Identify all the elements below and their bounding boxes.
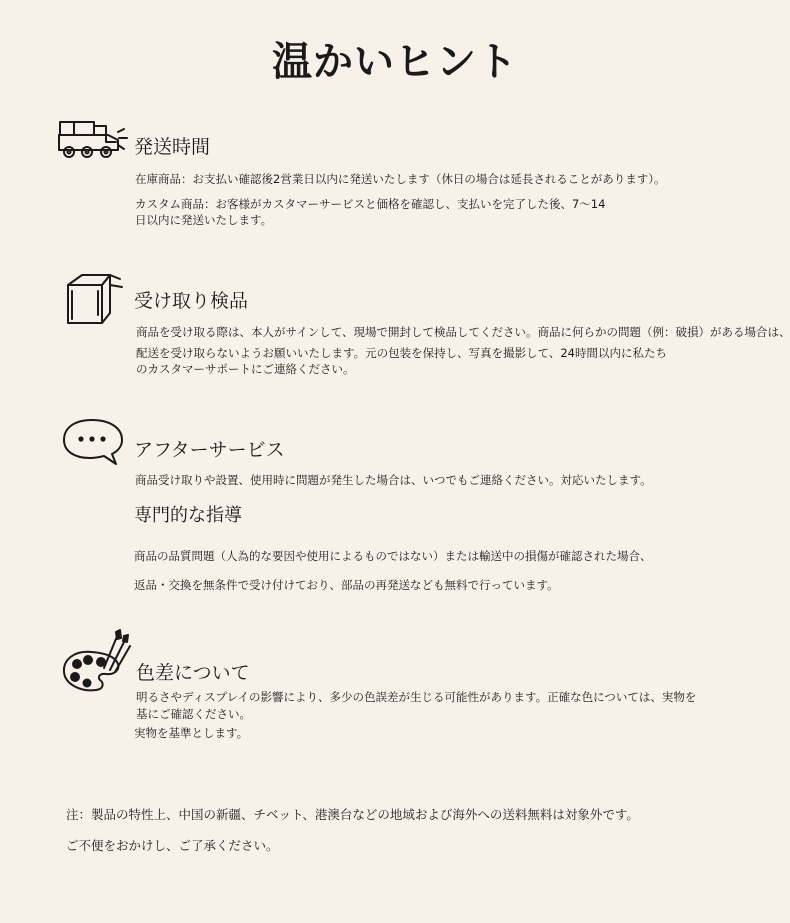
shipping-custom-text: カスタム商品：お客様がカスタマーサービスと価格を確認し、支払いを完了した後、7〜14 xyxy=(135,197,606,211)
shipping-stock-text: 在庫商品：お支払い確認後2営業日以内に発送いたします（休日の場合は延長されることがあります）。 xyxy=(135,172,666,186)
inspection-text-2: 配送を受け取らないようお願いいたします。元の包装を保持し、写真を撮影して、24時間以内に私たち xyxy=(136,346,667,360)
shipping-heading: 発送時間 xyxy=(134,136,211,158)
apology-note: ご不便をおかけし、ご了承ください。 xyxy=(66,838,279,853)
inspection-heading: 受け取り検品 xyxy=(134,290,249,312)
professional-guidance-heading: 専門的な指導 xyxy=(134,505,242,526)
quality-issue-text: 商品の品質問題（人為的な要因や使用によるものではない）または輸送中の損傷が確認された場合、 xyxy=(134,549,652,563)
page-title: 温かいヒント xyxy=(272,39,518,85)
inspection-text-3: のカスタマーサポートにご連絡ください。 xyxy=(136,362,355,376)
color-diff-text: 明るさやディスプレイの影響により、多少の色誤差が生じる可能性があります。正確な色については、実物を xyxy=(136,690,697,704)
truck-icon xyxy=(56,118,130,164)
return-exchange-text: 返品・交換を無条件で受け付けており、部品の再発送なども無料で行っています。 xyxy=(134,578,559,592)
shipping-exclusion-note: 注：製品の特性上、中国の新疆、チベット、港澳台などの地域および海外への送料無料は対象外です。 xyxy=(66,807,639,822)
color-diff-text-2: 基にご確認ください。 xyxy=(136,707,251,721)
chat-bubble-icon xyxy=(60,416,128,470)
inspection-text: 商品を受け取る際は、本人がサインして、現場で開封して検品してください。商品に何らかの問題（例：破損）がある場合は、 xyxy=(136,325,790,339)
box-icon xyxy=(62,271,126,327)
shipping-custom-text-cont: 日以内に発送いたします。 xyxy=(135,213,273,227)
actual-item-standard-text: 実物を基準とします。 xyxy=(134,726,249,740)
after-service-text: 商品受け取りや設置、使用時に問題が発生した場合は、いつでもご連絡ください。対応いたします。 xyxy=(135,473,652,487)
color-diff-heading: 色差について xyxy=(136,662,250,684)
after-service-heading: アフターサービス xyxy=(134,439,285,461)
palette-icon xyxy=(60,628,134,696)
